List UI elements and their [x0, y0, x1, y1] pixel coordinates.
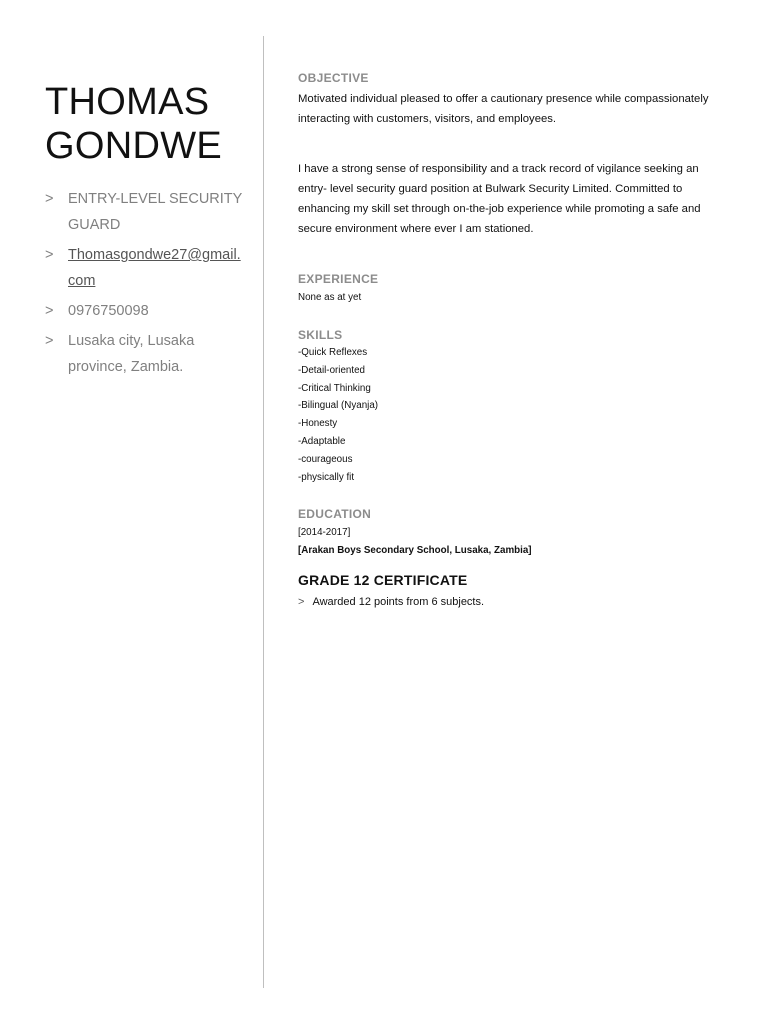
- bullet-icon: >: [298, 596, 305, 609]
- candidate-name: [45, 80, 245, 168]
- bullet-icon: >: [45, 303, 54, 319]
- education-school: [Arakan Boys Secondary School, Lusaka, Zambia]: [298, 545, 532, 557]
- skills-heading: SKILLS: [298, 328, 343, 342]
- skill-item: -Quick Reflexes: [298, 347, 368, 358]
- objective-heading: OBJECTIVE: [298, 71, 369, 85]
- contact-item-address: [45, 328, 245, 380]
- education-section: [298, 506, 728, 611]
- skills-section: [298, 327, 728, 486]
- skills-list: [298, 344, 728, 486]
- skill-item: -Bilingual (Nyanja): [298, 400, 379, 412]
- name-first: THOMAS: [45, 81, 210, 123]
- contact-item-phone: [45, 298, 245, 324]
- email-link[interactable]: Thomasgondwe27@gmail.com: [68, 247, 241, 289]
- contact-item-email: [45, 242, 245, 294]
- name-last: GONDWE: [45, 125, 223, 167]
- column-divider: [263, 36, 264, 988]
- skill-item: -Detail-oriented: [298, 364, 365, 376]
- profile-column: [45, 80, 245, 384]
- education-heading: EDUCATION: [298, 507, 372, 522]
- objective-paragraph-2: I have a strong sense of responsibility and a track record of vigilance seeking an entry- level security guard position at Bulwark Security Limited. Committed to enhancing my skill set through on-the-job experience while promoting a safe and secure environment where ever I am stationed.: [298, 163, 701, 235]
- education-years: [2014-2017]: [298, 527, 351, 539]
- skill-item: -Adaptable: [298, 435, 346, 447]
- objective-section: [298, 70, 728, 239]
- experience-text: None as at yet: [298, 292, 362, 303]
- experience-heading: EXPERIENCE: [298, 272, 379, 286]
- skill-item: -physically fit: [298, 471, 355, 483]
- bullet-icon: >: [45, 191, 54, 207]
- contact-item-role: [45, 186, 245, 238]
- award-text: Awarded 12 points from 6 subjects.: [312, 596, 485, 609]
- main-column: [298, 70, 728, 611]
- objective-paragraph-1: Motivated individual pleased to offer a cautionary presence while compassionately interacting with customers, visitors, and employees.: [298, 93, 709, 125]
- phone-text: 0976750098: [68, 303, 149, 319]
- role-text: ENTRY-LEVEL SECURITY GUARD: [68, 191, 243, 233]
- experience-section: [298, 271, 728, 307]
- bullet-icon: >: [45, 333, 54, 349]
- certificate-title: GRADE 12 CERTIFICATE: [298, 572, 468, 589]
- award-line: [298, 593, 728, 611]
- skill-item: -Critical Thinking: [298, 382, 371, 394]
- skill-item: -Honesty: [298, 418, 338, 430]
- contact-list: [45, 186, 245, 380]
- bullet-icon: >: [45, 247, 54, 263]
- address-text: Lusaka city, Lusaka province, Zambia.: [68, 333, 195, 375]
- skill-item: -courageous: [298, 453, 353, 465]
